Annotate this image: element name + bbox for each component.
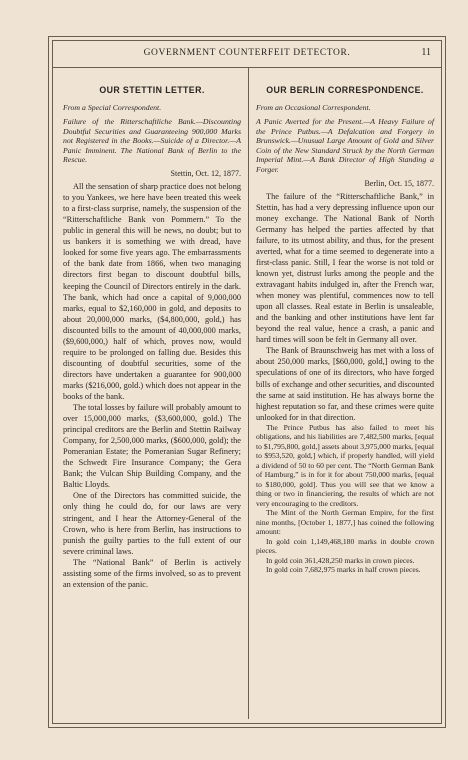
publication-title: GOVERNMENT COUNTERFEIT DETECTOR.	[143, 48, 351, 58]
berlin-correspondence-heading: OUR BERLIN CORRESPONDENCE.	[266, 85, 424, 95]
stettin-letter-heading: OUR STETTIN LETTER.	[99, 85, 205, 95]
stettin-paragraph-4: The “National Bank” of Berlin is actively assisting some of the firms involved, so as to prevent an extension of the panic.	[63, 557, 241, 589]
stettin-letter-column	[63, 85, 241, 590]
stettin-letter-byline: From a Special Correspondent.	[63, 103, 162, 113]
berlin-paragraph-1: The failure of the “Ritterschaftliche Bank,” in Stettin, has had a very depressing influence upon our money exchange. The National Bank of North Germany has helped the parties affected by that failure, to its utmost ability, and thus, for the present averted, what for a time seemed to degenerate into a first-class panic. Still, I fear the worse is not told or known yet, distrust lurks among the people and the extravagant habits indulged in, after the French war, when money was plentiful, commences now to tell upon all classes. Real estate in Berlin is unsaleable, and the banking and other institutions have lent far beyond the real value, hence a crash, a panic and hard times will soon be felt in Germany all over.	[256, 191, 434, 345]
berlin-correspondence-dateline: Berlin, Oct. 15, 1877.	[364, 178, 434, 188]
berlin-paragraph-7: In gold coin 7,682,975 marks in half crown pieces.	[266, 565, 421, 575]
berlin-paragraph-6: In gold coin 361,428,250 marks in crown pieces.	[266, 555, 415, 565]
page-border-inner	[52, 40, 442, 724]
stettin-paragraph-2: The total losses by failure will probably amount to over 15,000,000 marks, ($3,600,000, gold.) The principal creditors are the Berlin and Stettin Railway Company, for 2,500,000 marks, ($600,000, gold); the Pomeranian Estate; the Pomeranian Sugar Refinery; the Schwedt Fire Insurance Company; the Gera Bank; the Vulcan Ship Building Company, and the Baltic Lloyds.	[63, 403, 241, 490]
berlin-paragraph-3: The Prince Putbus has also failed to meet his obligations, and his liabilities are 7,482,500 marks, [equal to $1,795,800, gold,] assets about 3,975,000 marks, [equal to $953,520, gold,] which, if properly handled, will yield a dividend of 50 to 60 per cent. The “North German Bank of Hamburg,” is in for it for about 750,000 marks, [equal to $180,000, gold]. Thus you will see that we know a thing or two in financiering, the results of which are not very encouraging to the creditors.	[256, 422, 434, 508]
page-number: 11	[421, 47, 431, 58]
berlin-correspondence-byline: From an Occasional Correspondent.	[256, 103, 371, 113]
stettin-letter-summary: Failure of the Ritterschaftliche Bank.—Discounting Doubtful Securities and Guaranteeing 900,000 Marks not Registered in the Books.—Suicide of a Director.—A Panic Imminent. The National Bank of Berlin to the Rescue.	[63, 117, 241, 165]
berlin-correspondence-column	[256, 85, 434, 575]
column-divider	[248, 68, 249, 719]
stettin-paragraph-3: One of the Directors has committed suicide, the only thing he could do, for our laws are very stringent, and I hear the Attorney-General of the Crown, who is here from Berlin, has instructions to punish the guilty parties to the full extent of our severe criminal laws.	[63, 491, 241, 556]
page-border	[48, 36, 446, 728]
berlin-paragraph-5: In gold coin 1,149,468,180 marks in double crown pieces.	[256, 536, 434, 556]
stettin-letter-dateline: Stettin, Oct. 12, 1877.	[170, 169, 241, 179]
berlin-correspondence-summary: A Panic Averted for the Present.—A Heavy Failure of the Prince Putbus.—A Defalcation and Forgery in Brunswick.—Unusual Large Amount of Gold and Silver Coin of the New Standard Struck by the North German Imperial Mint.—A Bank Director of High Standing a Forger.	[256, 117, 434, 175]
running-header	[53, 41, 441, 68]
berlin-paragraph-2: The Bank of Braunschweig has met with a loss of about 250,000 marks, [$60,000, gold,] owing to the speculations of one of its directors, who have forged bills of exchange and other securities, and discounted the same at said institution. He has always borne the highest reputation so far, and these crimes were quite unlooked for in that direction.	[256, 346, 434, 422]
stettin-paragraph-1: All the sensation of sharp practice does not belong to you Yankees, we here have been treated this week to a first-class surprise, namely, the suspension of the “Ritterschaftliche Bank von Pommern.” To the public in general this will be news, no doubt; but to us bankers it is something we with dread, have looked for some five years ago. The embarrassments of the bank date from 1866, when two managing directors first began to discount doubtful bills, keeping the Council of Directors entirely in the dark. The bank, which had once a capital of 9,000,000 marks, equal to $2,160,000 in gold, and deposits to about 20,000,000 marks, ($4,800,000, gold,) has discounted bills to the amount of 40,000,000 marks, ($9,600,000,) half of which, proves now, would require to be prolonged on falling due. Besides this discounting of doubtful securities, some of the directors have undertaken a guarantee for 900,000 marks ($216,000, gold.) which does not appear in the books of the bank.	[63, 182, 241, 401]
berlin-paragraph-4: The Mint of the North German Empire, for the first nine months, [October 1, 1877,] has coined the following amount:	[256, 508, 434, 537]
